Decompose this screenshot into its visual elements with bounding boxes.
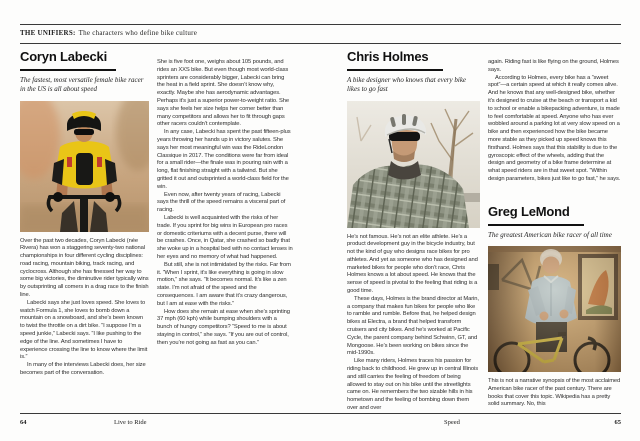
coryn-body-col2: [157, 59, 293, 347]
paragraph: Labecki says she just loves speed. She loves to watch Formula 1, she loves to bomb down a mountain on a snowboard, and she’s been known to twist the throttle on a dirt bike. “I suppose I’m a speed junkie,” Labecki says. “I like pushing to the edge of the line. And sometimes I have to experience crossing the line to know where the limit is.”: [20, 299, 148, 361]
running-head-title: The characters who define bike culture: [78, 29, 198, 37]
title-rule: [488, 224, 584, 226]
paragraph: Over the past two decades, Coryn Labecki (née Rivera) has won a staggering seventy-two national championships in four different cycling disciplines: road racing, mountain biking, track racing, and cyclocross. Although she has finessed her way to some big victories, the diminutive rider typically wins by outsprinting all comers in a drag race to the finish line.: [20, 237, 149, 299]
paragraph: He’s not famous. He’s not an elite athlete. He’s a product development guy in the bicycle industry, but not the kind of guy who designs race bikes for pro athletes. And yet as someone who has designed and marketed bikes for people who don’t race, Chris Holmes knows a lot about speed. He knows that the sense of speed is pivotal to the feeling that riding is a good time.: [347, 233, 478, 295]
paragraph: Labecki is well acquainted with the risks of her trade. If you sprint for big wins in European pro races or domestic criteriums with a decent purse, there will be crashes. Once, in Qatar, she crashed so badly that she woke up in a hospital bed with no contact lenses in her eyes and no memory of what had happened.: [157, 214, 293, 260]
article-deck-chris: A bike designer who knows that every bike likes to go fast: [347, 75, 467, 93]
paragraph: again. Riding fast is like flying on the ground, Holmes says.: [488, 59, 619, 73]
greg-section: [488, 205, 621, 409]
running-head: [20, 29, 197, 37]
article-title-chris: Chris Holmes: [347, 49, 429, 64]
article-deck-greg: The greatest American bike racer of all time: [488, 230, 612, 239]
article-title-greg: Greg LeMond: [488, 204, 570, 219]
paragraph: In any case, Labecki has spent the past fifteen-plus years throwing her hands up in victory salutes. She says her most meaningful win was the RideLondon Classique in 2017. The conditions were far from ideal for a small rider—the finale was in pouring rain with a long, flat finishing straight with a tailwind. But she gritted it out and outsprinted a world-class field for the win.: [157, 129, 291, 190]
paragraph: How does she remain at ease when she’s sprinting 37 mph (60 kph) while bumping shoulders with a bunch of hungry competitors? “Speed to me is about staying in control,” she says. “If you are out of control, then you’re not going as fast as you can.”: [157, 308, 290, 346]
chris-body-col2: [488, 59, 621, 184]
coryn-labecki-photo: [20, 101, 149, 232]
column-coryn-continued: [157, 59, 293, 347]
paragraph: Even now, after twenty years of racing, Labecki says the thrill of the speed remains a visceral part of racing.: [157, 191, 286, 214]
greg-lemond-photo: [488, 246, 621, 372]
column-chris: [347, 50, 480, 410]
left-running-head: Live to Ride: [114, 419, 147, 426]
title-rule: [20, 69, 116, 71]
header-rule-top: [20, 24, 621, 25]
running-head-kicker: THE UNIFIERS:: [20, 29, 76, 37]
chris-body-col1: [347, 234, 480, 410]
coryn-body-col1: [20, 238, 149, 378]
paragraph: These days, Holmes is the brand director at Marin, a company that makes fun bikes for people who like to ramble and rumble. Before that, he helped design bikes at Electra, a brand that helped transform cruisers and city bikes. And he’s worked at Pacific Cycle, the parent company behind Schwinn, GT, and Mongoose. He’s been working on bikes since the mid-1990s.: [347, 295, 479, 357]
chris-holmes-photo: [347, 101, 480, 228]
paragraph: In many of the interviews Labecki does, her size becomes part of the conversation.: [20, 362, 146, 377]
title-rule: [347, 69, 443, 71]
article-title-coryn: Coryn Labecki: [20, 49, 107, 64]
paragraph: This is not a narrative synopsis of the most acclaimed American bike racer of the past century. There are books that cover this topic. Wikipedia has a pretty solid summary. No, this: [488, 378, 621, 408]
paragraph: But still, she is not intimidated by the risks. Far from it. “When I sprint, it’s like everything is going in slow motion,” she says. “It becomes normal. It’s like a zen state. I’m not afraid of the speed and the consequences. I am aware that it’s crazy dangerous, but I am at ease with the risks.”: [157, 261, 291, 307]
right-running-head: Speed: [444, 419, 460, 426]
left-page-number: 64: [20, 419, 27, 426]
header-rule-bottom: [20, 43, 621, 44]
paragraph: She is five foot one, weighs about 105 pounds, and rides an XXS bike. But even though most world-class sprinters are considerably bigger, Labecki can bring the heat in a field sprint. She doesn’t know why, exactly. Maybe she has aerodynamic advantages. Perhaps it’s just a superior power-to-weight ratio. She says she feels her size helps her corner better than many competitors and allows her to fit through gaps other racers couldn’t contemplate.: [157, 59, 289, 128]
paragraph: According to Holmes, every bike has a “sweet spot”—a certain speed at which it really comes alive. And he knows that any well-designed bike, whether it’s designed to cruise at the beach or transport a kid to school or enable a bikepacking adventure, is made to feel comfortable at speed. Anyone who has ever wobbled around a parking lot at very slow speed on a bike and then experienced how the bike became more stable as they picked up speed knows this firsthand. Holmes says that this stability is due to the gyroscopic effect of the wheels, adding that the design and geometry of a bike frame determine at what speed riders are in that sweet spot. “Within design parameters, bikes just like to go fast,” he says.: [488, 74, 621, 182]
footer-rule: [20, 413, 621, 414]
article-deck-coryn: The fastest, most versatile female bike racer in the US is all about speed: [20, 75, 144, 93]
column-coryn-intro: [20, 50, 149, 378]
right-page-number: 65: [614, 419, 621, 426]
greg-body-col1: [488, 378, 621, 409]
paragraph: Like many riders, Holmes traces his passion for riding back to childhood. He grew up in central Illinois and still carries the feeling of freedom of being allowed to stay out on his bike until the streetlights came on. He remembers the two sizable hills in his hometown and the feeling of bombing down them over and over: [347, 358, 479, 410]
